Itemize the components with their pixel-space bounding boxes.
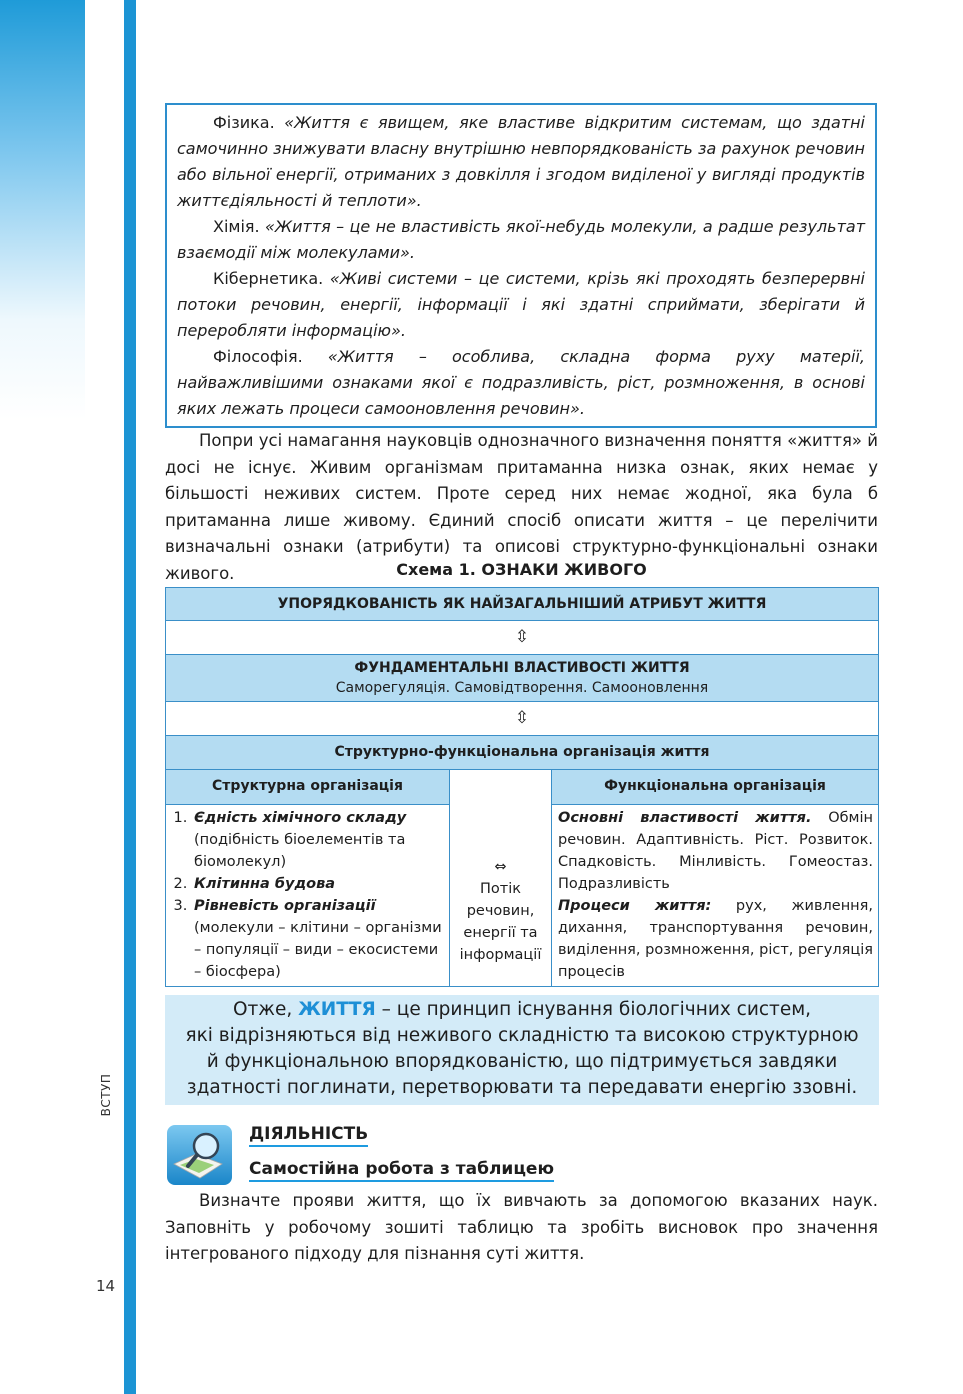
schema-row-structural-functional: Структурно-функціональна організація життя <box>165 736 879 770</box>
functional-header: Функціональна організація <box>552 770 878 805</box>
list-item: 3. Рівневість організації (молекули – клітини – організми – популяції – види – екосистеми – біосфера) <box>192 895 443 983</box>
functional-processes: Процеси життя: рух, живлення, дихання, транспортування речовин, виділення, розмноження, ріст, регуляція процесів <box>558 898 873 980</box>
updown-arrow-icon: ⇳ <box>165 621 879 655</box>
structural-list <box>172 807 443 983</box>
leftright-arrow-icon: ⇔ <box>494 858 507 875</box>
flow-column <box>450 770 552 986</box>
definition-cybernetics: Кібернетика. «Живі системи – це системи, крізь які проходять безперервні потоки речовин, енергії, інформації і які здатні сприймати, зберігати й переробляти інформацію». <box>177 269 865 340</box>
schema-row-fundamental <box>165 655 879 702</box>
intro-paragraph: Попри усі намагання науковців однозначного визначення поняття «життя» й досі не існує. Живим організмам притаманна низка ознак, яких немає у більшості неживих систем. Проте серед них немає жодної, яка була б притаманна лише живому. Єдиний спосіб описати життя – це перелічити визначальні ознаки (атрибути) та описові структурно-функціональні ознаки живого. <box>165 431 878 583</box>
structural-column <box>166 770 450 986</box>
activity-task: Визначте прояви життя, що їх вивчають за допомогою вказаних наук. Заповніть у робочому зошиті таблицю та зробіть висновок про значення інтегрованого підходу для пізнання суті життя. <box>165 1191 878 1263</box>
definition-philosophy: Філософія. «Життя – особлива, складна форма руху матерії, найважливішими ознаками якої є подразливість, ріст, розмноження, в основі яких лежать процеси самооновлення речовин». <box>177 347 866 418</box>
functional-column <box>552 770 878 986</box>
schema-columns <box>165 770 879 987</box>
structural-header: Структурна організація <box>166 770 449 805</box>
definition-chemistry: Хімія. «Життя – це не властивість якої-небудь молекули, а радше результат взаємодії між молекулами». <box>177 217 866 262</box>
list-item: 1. Єдність хімічного складу (подібність біоелементів та біомолекул) <box>192 807 443 873</box>
schema-row-ordering: УПОРЯДКОВАНІСТЬ ЯК НАЙЗАГАЛЬНІШИЙ АТРИБУТ ЖИТТЯ <box>165 587 879 621</box>
side-gradient-strip <box>0 0 85 1394</box>
page-number: 14 <box>96 1277 116 1295</box>
definition-physics: Фізика. «Життя є явищем, яке властиве відкритим системам, що здатні самочинно знижувати власну внутрішню невпорядкованість за рахунок речовин або вільної енергії, отриманих з довкілля і згодом виділеної у вигляді продуктів життєдіяльності й теплоти». <box>177 113 865 210</box>
activity-title: ДІЯЛЬНІСТЬ <box>249 1124 368 1147</box>
updown-arrow-icon: ⇳ <box>165 702 879 736</box>
schema-table <box>165 587 879 987</box>
section-label: ВСТУП <box>99 1073 113 1117</box>
fundamental-title: ФУНДАМЕНТАЛЬНІ ВЛАСТИВОСТІ ЖИТТЯ <box>354 660 690 676</box>
activity-subtitle: Самостійна робота з таблицею <box>249 1159 554 1182</box>
magnifier-map-icon <box>166 1124 233 1186</box>
conclusion-box: Отже, ЖИТТЯ – це принцип існування біологічних систем, які відрізняються від неживого складністю та високою структурною й функціональною впорядкованістю, що підтримується завдяки здатності поглинати, перетворювати та передавати енергію ззовні. <box>165 995 879 1105</box>
side-blue-bar <box>124 0 136 1394</box>
keyword-life: ЖИТТЯ <box>298 999 376 1020</box>
definitions-box <box>165 103 877 428</box>
fundamental-subtitle: Саморегуляція. Самовідтворення. Самооновлення <box>335 680 709 696</box>
functional-properties: Основні властивості життя. Обмін речовин. Адаптивність. Ріст. Розвиток. Спадковість. Мінливість. Гомеостаз. Подразливість <box>558 810 873 892</box>
schema-title: Схема 1. ОЗНАКИ ЖИВОГО <box>396 560 647 579</box>
flow-text: Потік речовин, енергії та інформації <box>459 880 542 963</box>
list-item: 2. Клітинна будова <box>192 873 443 895</box>
